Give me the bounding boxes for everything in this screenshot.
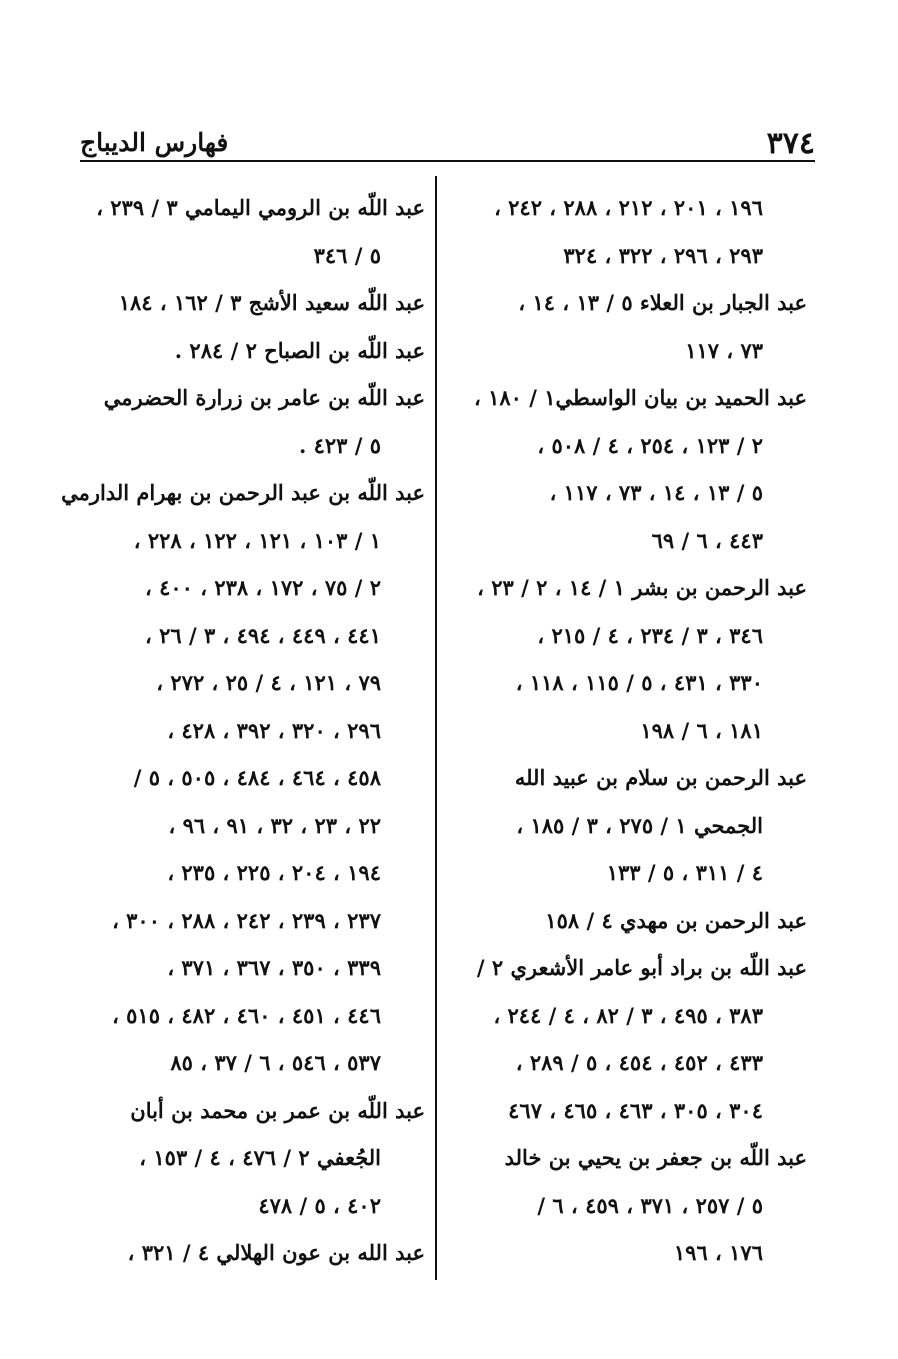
index-entry-continuation: ٢ / ٧٥ ، ١٧٢ ، ٢٣٨ ، ٤٠٠ ، [145,575,381,600]
index-entry: عبد الجبار بن العلاء ٥ / ١٣ ، ١٤ ، [518,290,807,315]
index-entry-continuation: ١ / ١٠٣ ، ١٢١ ، ١٢٢ ، ٢٢٨ ، [133,527,381,553]
index-entry-continuation: ٥ / ٣٤٦ [313,242,381,268]
index-entry-continuation: ١٩٤ ، ٢٠٤ ، ٢٢٥ ، ٢٣٥ ، [167,860,381,885]
header-rule [80,160,815,162]
index-entry: عبد اللّه بن الرومي اليمامي ٣ / ٢٣٩ ، [96,195,425,220]
index-entry: عبد اللّه بن عمر بن محمد بن أبان [130,1097,425,1123]
index-entry-continuation: ٢٩٦ ، ٣٢٠ ، ٣٩٢ ، ٤٢٨ ، [167,717,381,743]
index-entry: عبد اللّه سعيد الأشج ٣ / ١٦٢ ، ١٨٤ [118,290,425,315]
index-entry-continuation: ٢٣٧ ، ٢٣٩ ، ٢٤٢ ، ٢٨٨ ، ٣٠٠ ، [112,907,381,933]
index-entry-continuation: ٣٤٦ ، ٣ / ٢٣٤ ، ٤ / ٢١٥ ، [537,622,763,648]
index-entry-continuation: ٣٨٣ ، ٤٩٥ ، ٣ / ٨٢ ، ٤ / ٢٤٤ ، [493,1002,763,1028]
index-entry-continuation: ٣٣٩ ، ٣٥٠ ، ٣٦٧ ، ٣٧١ ، [167,955,381,980]
index-entry-continuation: ٤٤١ ، ٤٤٩ ، ٤٩٤ ، ٣ / ٢٦ ، [145,622,381,648]
page-header [80,118,815,166]
index-entry-continuation: ٧٣ ، ١١٧ [685,337,763,363]
index-entry-continuation: الجُعفي ٢ / ٤٧٦ ، ٤ / ١٥٣ ، [139,1145,381,1170]
index-entry-continuation: ٣٣٠ ، ٤٣١ ، ٥ / ١١٥ ، ١١٨ ، [515,670,763,695]
index-entry-continuation: ١٧٦ ، ١٩٦ [673,1240,763,1265]
index-entry-continuation: ١٨١ ، ٦ / ١٩٨ [640,717,763,743]
index-entry-continuation: ٤٠٢ ، ٥ / ٤٧٨ [258,1192,381,1218]
index-entry-continuation: ٥ / ٢٥٧ ، ٣٧١ ، ٤٥٩ ، ٦ / [537,1192,763,1218]
index-entry-continuation: ٥ / ٤٢٣ . [298,432,381,458]
index-entry-continuation: ٤٤٦ ، ٤٥١ ، ٤٦٠ ، ٤٨٢ ، ٥١٥ ، [112,1002,381,1028]
index-entry-continuation: ٤٣٣ ، ٤٥٢ ، ٤٥٤ ، ٥ / ٢٨٩ ، [515,1050,763,1075]
column-divider [435,176,437,1280]
index-column-right [455,184,807,1277]
index-entry-continuation: ٥ / ١٣ ، ١٤ ، ٧٣ ، ١١٧ ، [549,480,763,505]
index-entry: عبد اللّه بن الصباح ٢ / ٢٨٤ . [174,337,425,363]
index-entry-continuation: ٤ / ٣١١ ، ٥ / ١٣٣ [606,860,763,885]
page-number: ٣٧٤ [766,126,815,161]
index-entry: عبد اللّه بن براد أبو عامر الأشعري ٢ / [476,955,807,980]
index-column-left [61,184,425,1277]
index-entry-continuation: ٢ / ١٢٣ ، ٢٥٤ ، ٤ / ٥٠٨ ، [537,432,763,458]
index-entry-continuation: الجمحي ١ / ٢٧٥ ، ٣ / ١٨٥ ، [516,812,763,838]
index-entry-continuation: ١٩٦ ، ٢٠١ ، ٢١٢ ، ٢٨٨ ، ٢٤٢ ، [494,195,763,220]
index-entry: عبد الرحمن بن سلام بن عبيد الله [514,765,807,790]
index-entry-continuation: ٤٤٣ ، ٦ / ٦٩ [651,527,763,553]
index-entry: عبد الرحمن بن مهدي ٤ / ١٥٨ [545,907,807,933]
index-entry-continuation: ٥٣٧ ، ٥٤٦ ، ٦ / ٣٧ ، ٨٥ [170,1050,381,1075]
index-entry-continuation: ٣٠٤ ، ٣٠٥ ، ٤٦٣ ، ٤٦٥ ، ٤٦٧ [508,1097,763,1123]
index-entry: عبد اللّه بن عبد الرحمن بن بهرام الدارمي [61,480,425,505]
index-entry: عبد اللّه بن عامر بن زرارة الحضرمي [103,385,425,410]
index-entry-continuation: ٢٩٣ ، ٢٩٦ ، ٣٢٢ ، ٣٢٤ [563,242,763,268]
index-entry: عبد الحميد بن بيان الواسطي١ / ١٨٠ ، [473,385,807,410]
running-title: فهارس الديباج [80,128,229,157]
index-entry-continuation: ٧٩ ، ١٢١ ، ٤ / ٢٥ ، ٢٧٢ ، [156,670,381,695]
index-entry: عبد الله بن عون الهلالي ٤ / ٣٢١ ، [127,1240,425,1265]
index-entry: عبد الرحمن بن بشر ١ / ١٤ ، ٢ / ٢٣ ، [477,575,807,600]
index-entry-continuation: ٢٢ ، ٢٣ ، ٣٢ ، ٩١ ، ٩٦ ، [168,812,381,838]
index-entry: عبد اللّه بن جعفر بن يحيي بن خالد [504,1145,807,1170]
index-entry-continuation: ٤٥٨ ، ٤٦٤ ، ٤٨٤ ، ٥٠٥ ، ٥ / [133,765,381,790]
